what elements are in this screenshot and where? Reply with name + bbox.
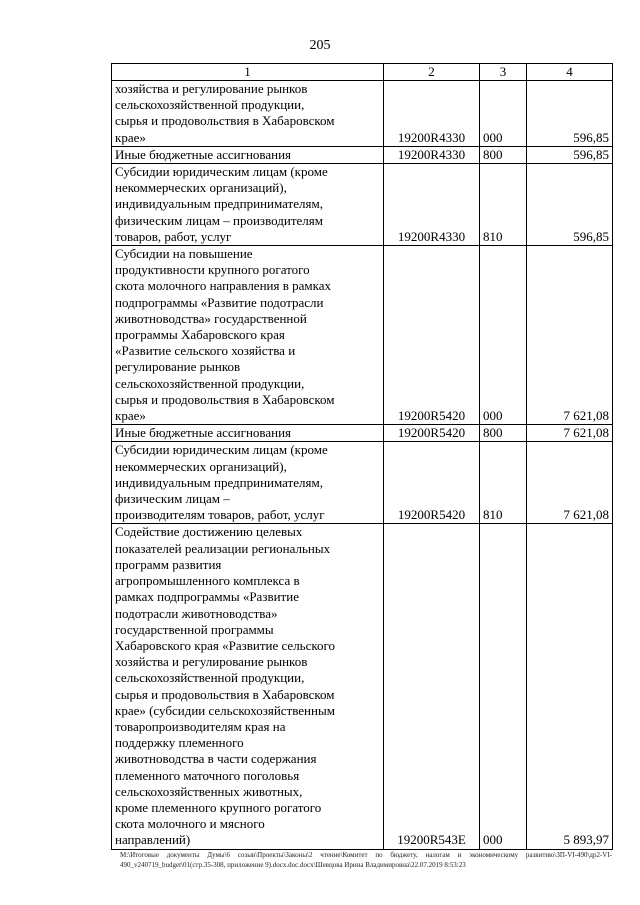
table-row [112, 524, 613, 849]
row-expense-type: 810 [480, 442, 527, 524]
budget-table [111, 63, 613, 850]
row-amount: 7 621,08 [527, 442, 613, 524]
column-header-type: 3 [480, 64, 527, 81]
row-description: Содействие достижению целевых показателей реализации региональных программ развития агропромышленного комплекса в рамках подпрограммы «Развитие подотрасли животноводства» государственной программы Хабаровского края «Развитие сельского хозяйства и регулирование рынков сельскохозяйственной продукции, сырья и продовольствия в Хабаровском крае» (субсидии сельскохозяйственным товаропроизводителям края на поддержку племенного животноводства в части содержания племенного маточного поголовья сельскохозяйственных животных, кроме племенного крупного рогатого скота молочного и мясного направлений) [112, 524, 384, 849]
column-header-description: 1 [112, 64, 384, 81]
row-description: Субсидии на повышение продуктивности крупного рогатого скота молочного направления в рамках подпрограммы «Развитие подотрасли животноводства» государственной программы Хабаровского края «Развитие сельского хозяйства и регулирование рынков сельскохозяйственной продукции, сырья и продовольствия в Хабаровском крае» [112, 246, 384, 425]
row-description: Иные бюджетные ассигнования [112, 425, 384, 442]
table-row [112, 246, 613, 425]
table-row [112, 164, 613, 246]
row-expense-type: 000 [480, 246, 527, 425]
row-code: 19200R5420 [384, 246, 480, 425]
table-row [112, 81, 613, 147]
table-row [112, 146, 613, 163]
table-header-row [112, 64, 613, 81]
row-description: Иные бюджетные ассигнования [112, 146, 384, 163]
row-description: Субсидии юридическим лицам (кроме некоммерческих организаций), индивидуальным предпринимателям, физическим лицам – производителям товаров, работ, услуг [112, 164, 384, 246]
column-header-amount: 4 [527, 64, 613, 81]
row-code: 19200R4330 [384, 164, 480, 246]
row-expense-type: 000 [480, 524, 527, 849]
row-amount: 5 893,97 [527, 524, 613, 849]
page-number: 205 [309, 38, 331, 53]
row-amount: 7 621,08 [527, 246, 613, 425]
row-code: 19200R5420 [384, 425, 480, 442]
column-header-code: 2 [384, 64, 480, 81]
row-description: Субсидии юридическим лицам (кроме некоммерческих организаций), индивидуальным предпринимателям, физическим лицам – производителям товаров, работ, услуг [112, 442, 384, 524]
row-amount: 7 621,08 [527, 425, 613, 442]
document-footer-path: M:\Итоговые документы Думы\6 созыв\Проекты\Законы\2 чтение\Комитет по бюджету, налогам и экономическому развитию\ЗП-VI-490\др2-VI-490_v240719_budget\01(стр.35-308, приложение 9).docx.doc.docx\Шевцова Ирина Владимировна\22.07.2019 8:53:23 [120, 851, 612, 869]
row-code: 19200R4330 [384, 146, 480, 163]
row-amount: 596,85 [527, 146, 613, 163]
row-expense-type: 810 [480, 164, 527, 246]
table-row [112, 425, 613, 442]
row-expense-type: 800 [480, 425, 527, 442]
row-expense-type: 800 [480, 146, 527, 163]
row-amount: 596,85 [527, 164, 613, 246]
table-row [112, 442, 613, 524]
row-code: 19200R4330 [384, 81, 480, 147]
row-amount: 596,85 [527, 81, 613, 147]
row-code: 19200R5420 [384, 442, 480, 524]
row-description: хозяйства и регулирование рынков сельскохозяйственной продукции, сырья и продовольствия в Хабаровском крае» [112, 81, 384, 147]
row-code: 19200R543E [384, 524, 480, 849]
row-expense-type: 000 [480, 81, 527, 147]
